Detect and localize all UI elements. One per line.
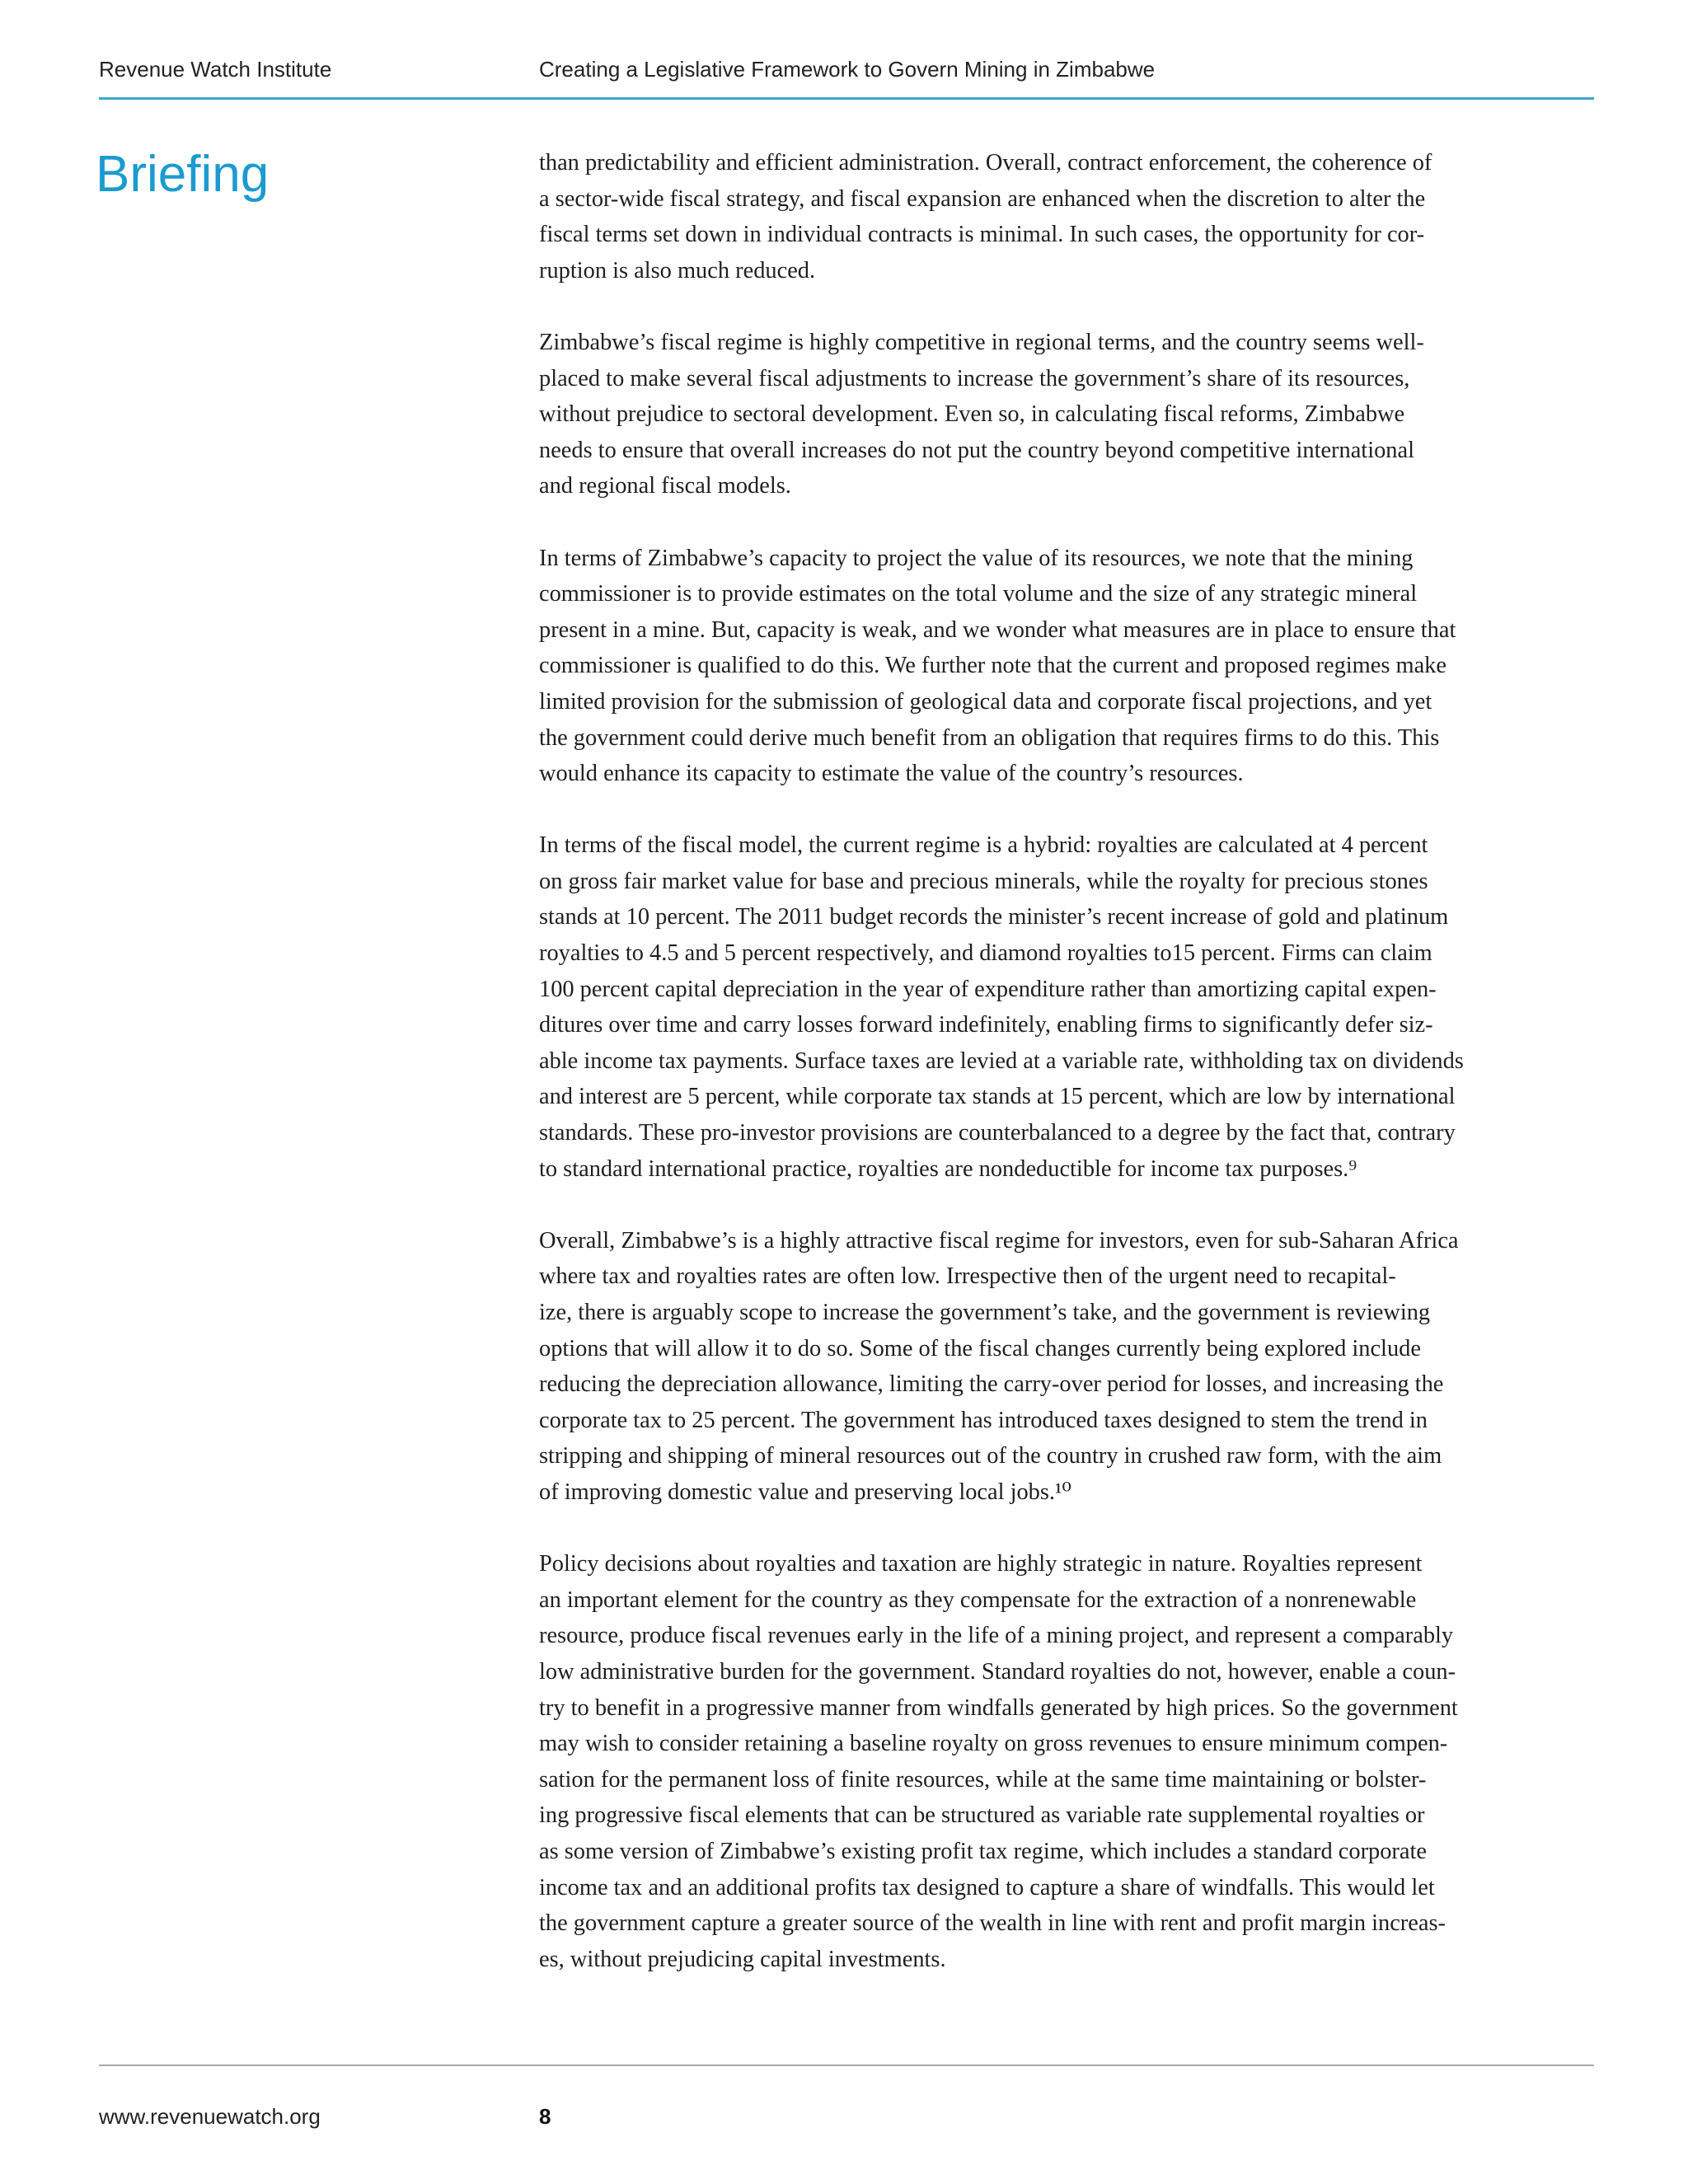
footer-website-link[interactable]: www.revenuewatch.org bbox=[99, 2104, 321, 2129]
paragraph: Zimbabwe’s fiscal regime is highly competitive in regional terms, and the country seems well- placed to make several fiscal adjustments to increase the government’s share of its resources, without prejudice to sectoral development. Even so, in calculating fiscal reforms, Zimbabwe needs to ensure that overall increases do not put the country beyond competitive international and regional fiscal models. bbox=[539, 329, 1424, 499]
page-header bbox=[99, 53, 1594, 99]
header-divider bbox=[99, 97, 1594, 100]
paragraph: Policy decisions about royalties and taxation are highly strategic in nature. Royalties represent an important element for the country as they compensate for the extraction of a nonrenewable resource, produce fiscal revenues early in the life of a mining project, and represent a comparably low administrative burden for the government. Standard royalties do not, however, enable a coun- try to benefit in a progressive manner from windfalls generated by high prices. So the government may wish to consider retaining a baseline royalty on gross revenues to ensure minimum compen- sation for the permanent loss of finite resources, while at the same time maintaining or bolster- ing progressive fiscal elements that can be structured as variable rate supplemental royalties or as some version of Zimbabwe’s existing profit tax regime, which includes a standard corporate income tax and an additional profits tax designed to capture a share of windfalls. This would let the government capture a greater source of the wealth in line with rent and profit margin increas- es, without prejudicing capital investments. bbox=[539, 1551, 1458, 1972]
section-title: Briefing bbox=[96, 146, 270, 203]
page-number: 8 bbox=[539, 2104, 551, 2129]
paragraph: than predictability and efficient administration. Overall, contract enforcement, the coherence of a sector-wide fiscal strategy, and fiscal expansion are enhanced when the discretion to alter the fiscal terms set down in individual contracts is minimal. In such cases, the opportunity for cor- ruption is also much reduced. bbox=[539, 150, 1432, 284]
footer-divider bbox=[99, 2064, 1594, 2066]
paragraph: Overall, Zimbabwe’s is a highly attractive fiscal regime for investors, even for sub-Saharan Africa where tax and royalties rates are often low. Irrespective then of the urgent need to recapital- ize, there is arguably scope to increase the government’s take, and the government is reviewing options that will allow it to do so. Some of the fiscal changes currently being explored include reducing the depreciation allowance, limiting the carry-over period for losses, and increasing the corporate tax to 25 percent. The government has introduced taxes designed to stem the trend in stripping and shipping of mineral resources out of the country in crushed raw form, with the aim of improving domestic value and preserving local jobs.¹⁰ bbox=[539, 1227, 1459, 1505]
header-document-title: Creating a Legislative Framework to Govern Mining in Zimbabwe bbox=[539, 57, 1156, 82]
paragraph: In terms of Zimbabwe’s capacity to project the value of its resources, we note that the mining commissioner is to provide estimates on the total volume and the size of any strategic mineral present in a mine. But, capacity is weak, and we wonder what measures are in place to ensure that commissioner is qualified to do this. We further note that the current and proposed regimes make limited provision for the submission of geological data and corporate fiscal projections, and yet the government could derive much benefit from an obligation that requires firms to do this. This would enhance its capacity to estimate the value of the country’s resources. bbox=[539, 545, 1456, 787]
paragraph: In terms of the fiscal model, the current regime is a hybrid: royalties are calculated at 4 percent on gross fair market value for base and precious minerals, while the royalty for precious stones stands at 10 percent. The 2011 budget records the minister’s recent increase of gold and platinum royalties to 4.5 and 5 percent respectively, and diamond royalties to15 percent. Firms can claim 100 percent capital depreciation in the year of expenditure rather than amortizing capital expen- ditures over time and carry losses forward indefinitely, enabling firms to significantly defer siz- able income tax payments. Surface taxes are levied at a variable rate, withholding tax on dividends and interest are 5 percent, while corporate tax stands at 15 percent, which are low by international standards. These pro-investor provisions are counterbalanced to a degree by the fact that, contrary to standard international practice, royalties are nondeductible for income tax purposes.⁹ bbox=[539, 832, 1464, 1182]
body-text bbox=[539, 145, 1602, 1977]
header-organization: Revenue Watch Institute bbox=[99, 57, 332, 82]
